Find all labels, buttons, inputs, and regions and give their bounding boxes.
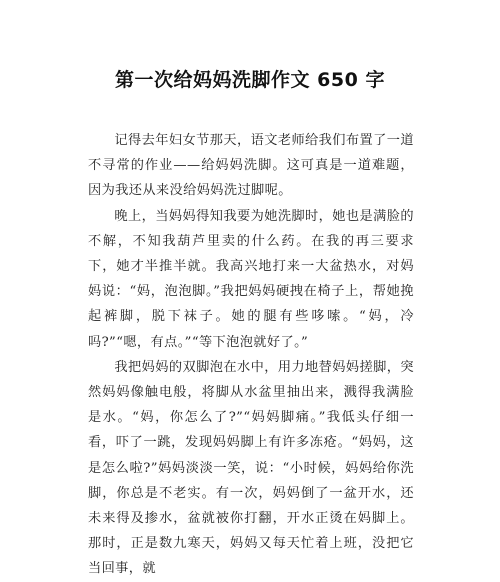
article-body [88, 128, 414, 582]
paragraph-3: 我把妈妈的双脚泡在水中，用力地替妈妈搓脚，突然妈妈像触电般，将脚从水盆里抽出来，溅得我满脸是水。“妈，你怎么了?”“妈妈脚痛。”我低头仔细一看，吓了一跳，发现妈妈脚上有许多冻疮。“妈妈，这是怎么啦?”妈妈淡淡一笑，说：“小时候，妈妈给你洗脚，你总是不老实。有一次，妈妈倒了一盆开水，还未来得及掺水，盆就被你打翻，开水正烫在妈脚上。那时，正是数九寒天，妈妈又每天忙着上班，没把它当回事，就 [88, 359, 414, 577]
article-title: 第一次给妈妈洗脚作文 650 字 [115, 69, 385, 91]
paragraph-2: 晚上，当妈妈得知我要为她洗脚时，她也是满脸的不解，不知我葫芦里卖的什么药。在我的再三要求下，她才半推半就。我高兴地打来一大盆热水，对妈妈说：“妈，泡泡脚。”我把妈妈硬拽在椅子上，帮她挽起裤脚，脱下袜子。她的腿有些哆嗦。“妈，冷吗?”“嗯，有点。”“等下泡泡就好了。” [88, 208, 414, 350]
paragraph-1: 记得去年妇女节那天，语文老师给我们布置了一道不寻常的作业——给妈妈洗脚。这可真是一道难题，因为我还从来没给妈妈洗过脚呢。 [88, 133, 414, 199]
